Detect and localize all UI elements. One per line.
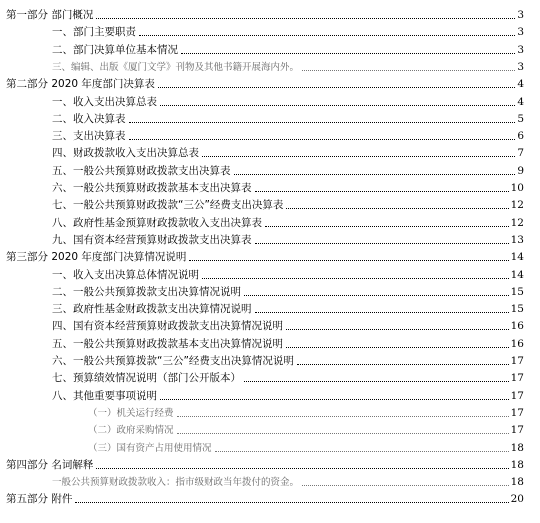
toc-entry-page: 16 [510, 320, 524, 333]
toc-dot-leader [286, 347, 509, 348]
toc-dot-leader [177, 433, 509, 434]
toc-entry[interactable] [0, 403, 540, 420]
toc-dot-leader [297, 364, 509, 365]
toc-dot-leader [215, 451, 509, 452]
toc-entry-label: 第三部分 2020 年度部门决算情况说明 [6, 251, 187, 264]
toc-entry-label: 一、收入支出决算总体情况说明 [52, 268, 199, 281]
toc-entry[interactable] [0, 195, 540, 212]
toc-entry-page: 18 [510, 458, 524, 471]
toc-dot-leader [139, 35, 515, 36]
toc-dot-leader [181, 53, 515, 54]
toc-dot-leader [177, 416, 509, 417]
toc-entry-label: 二、部门决算单位基本情况 [52, 43, 178, 56]
toc-dot-leader [202, 278, 509, 279]
toc-entry-label: 二、一般公共预算拨款支出决算情况说明 [52, 285, 241, 298]
toc-entry-label: 三、政府性基金财政拨款支出决算情况说明 [52, 303, 252, 316]
toc-entry-label: 八、政府性基金预算财政拨款收入支出决算表 [52, 216, 262, 229]
toc-entry[interactable] [0, 368, 540, 385]
toc-entry-label: 七、一般公共预算财政拨款“三公”经费支出决算表 [52, 199, 284, 212]
toc-dot-leader [160, 105, 515, 106]
toc-entry[interactable] [0, 57, 540, 74]
toc-entry[interactable] [0, 126, 540, 143]
toc-entry[interactable] [0, 316, 540, 333]
toc-entry-page: 6 [517, 130, 524, 143]
toc-entry[interactable] [0, 455, 540, 472]
toc-dot-leader [234, 174, 516, 175]
toc-entry[interactable] [0, 109, 540, 126]
toc-entry[interactable] [0, 213, 540, 230]
toc-dot-leader [129, 122, 516, 123]
toc-dot-leader [244, 295, 509, 296]
toc-entry-label: （三）国有资产占用使用情况 [88, 442, 212, 454]
toc-entry[interactable] [0, 489, 540, 506]
toc-entry-page: 20 [510, 493, 524, 506]
toc-dot-leader [158, 87, 515, 88]
toc-entry[interactable] [0, 334, 540, 351]
toc-entry-page: 17 [510, 372, 524, 385]
toc-dot-leader [255, 312, 509, 313]
toc-entry-label: 一般公共预算财政拨款收入：指市级财政当年拨付的资金。 [52, 477, 300, 489]
toc-entry-label: 六、一般公共预算拨款“三公”经费支出决算情况说明 [52, 355, 294, 367]
toc-entry[interactable] [0, 265, 540, 282]
toc-entry-label: 第四部分 名词解释 [6, 458, 94, 471]
toc-entry[interactable] [0, 230, 540, 247]
toc-entry-page: 17 [510, 406, 524, 419]
toc-entry[interactable] [0, 92, 540, 109]
toc-entry-label: 一、收入支出决算总表 [52, 95, 157, 108]
toc-entry-label: 一、部门主要职责 [52, 26, 136, 39]
toc-entry-label: （一）机关运行经费 [88, 407, 174, 419]
toc-entry[interactable] [0, 351, 540, 368]
toc-dot-leader [96, 468, 508, 469]
toc-entry-page: 16 [510, 337, 524, 350]
toc-entry-page: 3 [517, 9, 524, 21]
toc-entry-page: 3 [517, 60, 524, 73]
toc-dot-leader [265, 226, 509, 227]
toc-entry[interactable] [0, 247, 540, 264]
toc-entry-page: 4 [517, 95, 524, 108]
toc-dot-leader [129, 139, 516, 140]
toc-entry[interactable] [0, 299, 540, 316]
toc-dot-leader [302, 485, 509, 486]
toc-dot-leader [255, 243, 509, 244]
toc-entry-label: 第一部分 部门概况 [6, 9, 94, 21]
toc-entry[interactable] [0, 420, 540, 437]
toc-entry-page: 9 [517, 164, 524, 177]
toc-entry-label: 第五部分 附件 [6, 493, 73, 506]
toc-dot-leader [202, 156, 515, 157]
toc-entry-page: 12 [510, 199, 524, 212]
toc-entry-label: 四、国有资本经营预算财政拨款支出决算情况说明 [52, 320, 283, 333]
toc-entry[interactable] [0, 178, 540, 195]
toc-entry[interactable] [0, 143, 540, 160]
toc-entry-label: 三、编辑、出版《厦门文学》刊物及其他书籍开展海内外。 [52, 61, 300, 73]
toc-entry[interactable] [0, 5, 540, 22]
toc-entry[interactable] [0, 472, 540, 489]
toc-entry-page: 10 [510, 182, 524, 194]
toc-entry[interactable] [0, 74, 540, 91]
toc-entry-page: 4 [517, 78, 524, 91]
toc-dot-leader [244, 381, 509, 382]
toc-entry-label: （二）政府采购情况 [88, 425, 174, 437]
toc-dot-leader [286, 208, 508, 209]
toc-entry-page: 17 [510, 389, 524, 402]
toc-entry-label: 九、国有资本经营预算财政拨款支出决算表 [52, 233, 252, 246]
toc-entry-label: 二、收入决算表 [52, 112, 126, 125]
toc-dot-leader [255, 191, 509, 192]
toc-entry[interactable] [0, 161, 540, 178]
toc-entry-page: 15 [510, 303, 524, 316]
toc-entry-page: 14 [510, 268, 524, 281]
toc-entry[interactable] [0, 40, 540, 57]
toc-entry[interactable] [0, 386, 540, 403]
toc-dot-leader [160, 399, 509, 400]
toc-entry-page: 14 [510, 251, 524, 264]
toc-dot-leader [302, 70, 515, 71]
toc-entry-label: 七、预算绩效情况说明（部门公开版本） [52, 372, 241, 385]
toc-entry-label: 第二部分 2020 年度部门决算表 [6, 78, 155, 91]
toc-entry-label: 三、支出决算表 [52, 130, 126, 143]
toc-entry-label: 八、其他重要事项说明 [52, 389, 157, 402]
toc-entry[interactable] [0, 438, 540, 455]
toc-entry[interactable] [0, 282, 540, 299]
toc-entry-page: 17 [510, 424, 524, 437]
toc-entry-page: 18 [510, 476, 524, 489]
toc-entry-page: 5 [517, 112, 524, 125]
toc-entry-page: 13 [510, 233, 524, 246]
toc-entry-page: 15 [510, 285, 524, 298]
toc-entry-page: 3 [517, 26, 524, 39]
toc-dot-leader [75, 502, 508, 503]
toc-entry-page: 18 [510, 441, 524, 454]
toc-entry-label: 五、一般公共预算财政拨款支出决算表 [52, 164, 231, 177]
toc-entry-label: 六、一般公共预算财政拨款基本支出决算表 [52, 182, 252, 194]
toc-entry[interactable] [0, 22, 540, 39]
toc-entry-page: 12 [510, 216, 524, 229]
toc-entry-page: 7 [517, 147, 524, 160]
toc-dot-leader [189, 260, 508, 261]
toc-entry-label: 五、一般公共预算财政拨款基本支出决算情况说明 [52, 337, 283, 350]
toc-entry-page: 3 [517, 43, 524, 56]
toc-dot-leader [286, 329, 509, 330]
toc-entry-label: 四、财政拨款收入支出决算总表 [52, 147, 199, 160]
toc-entry-page: 17 [510, 355, 524, 367]
toc-dot-leader [96, 18, 515, 19]
